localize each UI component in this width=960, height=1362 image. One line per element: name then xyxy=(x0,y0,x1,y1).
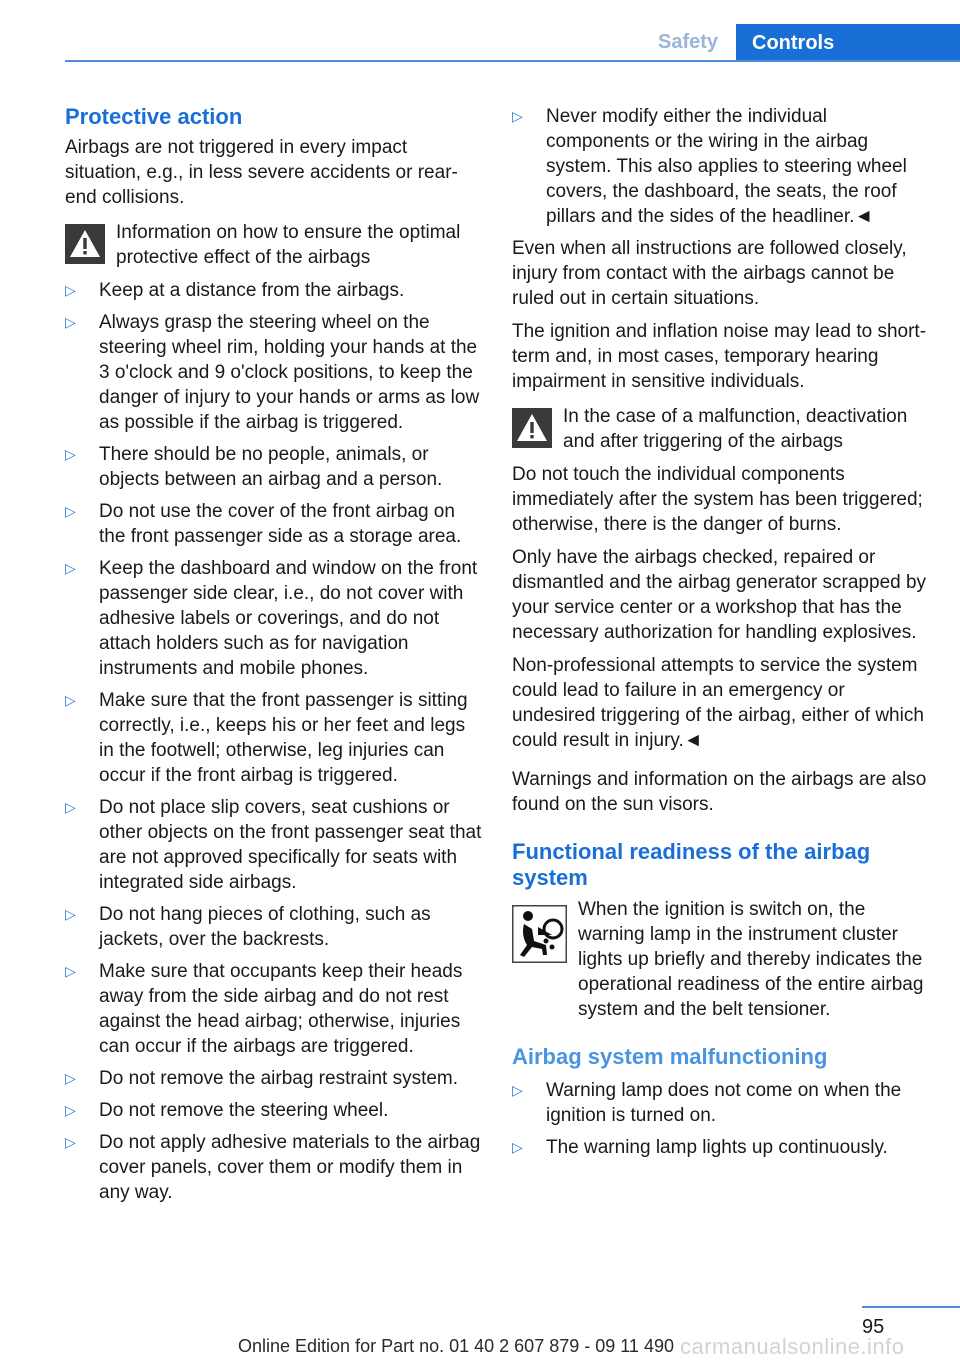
section-title-protective-action: Protective action xyxy=(65,104,243,129)
paragraph: Only have the airbags checked, repaired or dismantled and the airbag generator scrapped by your service center or a workshop that has the necessary authorization for handling explosives. xyxy=(512,547,927,643)
list-item xyxy=(65,1130,485,1205)
list-item xyxy=(65,278,485,303)
list-item xyxy=(65,442,485,492)
list-item xyxy=(65,688,485,788)
list-item-text: Keep at a distance from the airbags. xyxy=(99,280,405,301)
right-column xyxy=(512,104,932,1167)
bullet-triangle-icon: ▷ xyxy=(65,906,76,922)
bullet-triangle-icon: ▷ xyxy=(512,1082,523,1098)
list-item-text: Always grasp the steering wheel on the steering wheel rim, holding your hands at the 3 o'clock and 9 o'clock positions, to keep the danger of injury to your hands or arms as low as possible if the airbag is triggered. xyxy=(99,312,480,433)
list-item xyxy=(65,499,485,549)
page-number: 95 xyxy=(862,1316,885,1338)
bullet-triangle-icon: ▷ xyxy=(65,1070,76,1086)
list-item-text: Make sure that the front passenger is sitting correctly, i.e., keeps his or her feet and legs in the footwell; otherwise, leg injuries can occur if the front airbag is triggered. xyxy=(99,690,468,786)
list-item-text: Do not use the cover of the front airbag on the front passenger side as a storage area. xyxy=(99,501,462,547)
safety-bullet-list xyxy=(65,278,485,1205)
list-item-text: Warning lamp does not come on when the ignition is turned on. xyxy=(546,1080,902,1126)
watermark: carmanualsonline.info xyxy=(680,1334,905,1359)
list-item-text: Do not hang pieces of clothing, such as jackets, over the backrests. xyxy=(99,904,431,950)
notice-text: Information on how to ensure the optimal protective effect of the airbags xyxy=(116,222,461,268)
bullet-triangle-icon: ▷ xyxy=(65,1102,76,1118)
bullet-triangle-icon: ▷ xyxy=(512,108,523,124)
warning-triangle-icon xyxy=(512,408,552,448)
intro-paragraph: Airbags are not triggered in every impact situation, e.g., in less severe accidents or rear-end collisions. xyxy=(65,137,458,208)
section-title-functional-readiness: Functional readiness of the airbag system xyxy=(512,839,871,890)
list-item-text: Keep the dashboard and window on the front passenger side clear, i.e., do not cover with adhesive labels or coverings, and do not attach holders such as for navigation instruments and mobile phones. xyxy=(99,558,478,679)
bullet-triangle-icon: ▷ xyxy=(65,503,76,519)
tab-controls[interactable]: Controls xyxy=(736,24,960,62)
functional-readiness-block xyxy=(512,897,932,1022)
list-item-text: Do not apply adhesive materials to the airbag cover panels, cover them or modify them in any way. xyxy=(99,1132,481,1203)
bullet-triangle-icon: ▷ xyxy=(65,799,76,815)
list-item-text: The warning lamp lights up continuously. xyxy=(546,1137,888,1158)
section-title-airbag-malfunction: Airbag system malfunctioning xyxy=(512,1044,828,1069)
edition-footer: Online Edition for Part no. 01 40 2 607 879 - 09 11 490 xyxy=(238,1336,674,1356)
bullet-triangle-icon: ▷ xyxy=(65,560,76,576)
tab-safety[interactable]: Safety xyxy=(657,30,719,53)
paragraph: Even when all instructions are followed closely, injury from contact with the airbags cannot be ruled out in certain situations. xyxy=(512,238,907,309)
list-item xyxy=(512,1078,932,1128)
list-item xyxy=(512,1135,932,1160)
malfunction-bullet-list xyxy=(512,1078,932,1160)
list-item-text: Do not remove the airbag restraint system. xyxy=(99,1068,459,1089)
paragraph: Warnings and information on the airbags are also found on the sun visors. xyxy=(512,769,927,815)
list-item-text: Do not place slip covers, seat cushions or other objects on the front passenger seat that are not approved specifically for seats with integrated side airbags. xyxy=(99,797,482,893)
bullet-triangle-icon: ▷ xyxy=(65,692,76,708)
bullet-triangle-icon: ▷ xyxy=(65,314,76,330)
bullet-triangle-icon: ▷ xyxy=(65,1134,76,1150)
list-item xyxy=(65,1066,485,1091)
list-item xyxy=(65,902,485,952)
paragraph: The ignition and inflation noise may lead to short-term and, in most cases, temporary hearing impairment in sensitive individuals. xyxy=(512,321,927,392)
paragraph: Non-professional attempts to service the system could lead to failure in an emergency or undesired triggering of the airbag, either of which could result in injury.◄ xyxy=(512,655,924,751)
list-item-text: Do not remove the steering wheel. xyxy=(99,1100,389,1121)
warning-triangle-icon xyxy=(65,224,105,264)
list-item xyxy=(512,104,932,229)
bullet-triangle-icon: ▷ xyxy=(65,282,76,298)
list-item-text: Make sure that occupants keep their heads away from the side airbag and do not rest against the head airbag; otherwise, injuries can occur if the airbags are triggered. xyxy=(99,961,463,1057)
paragraph: Do not touch the individual components immediately after the system has been triggered; otherwise, there is the danger of burns. xyxy=(512,464,923,535)
left-column xyxy=(65,100,485,1212)
list-item xyxy=(65,556,485,681)
bullet-triangle-icon: ▷ xyxy=(512,1139,523,1155)
modify-bullet-list xyxy=(512,104,932,229)
list-item xyxy=(65,1098,485,1123)
airbag-warning-lamp-icon xyxy=(512,905,567,963)
footer-rule xyxy=(862,1306,960,1308)
functional-readiness-text: When the ignition is switch on, the warning lamp in the instrument cluster lights up briefly and thereby indicates the operational readiness of the entire airbag system and the belt tensioner. xyxy=(578,899,924,1020)
list-item-text: Never modify either the individual components or the wiring in the airbag system. This also applies to steering wheel covers, the dashboard, the seats, the roof pillars and the sides of the headliner.◄ xyxy=(546,106,907,227)
warning-notice xyxy=(512,404,932,454)
list-item xyxy=(65,310,485,435)
list-item xyxy=(65,795,485,895)
notice-text: In the case of a malfunction, deactivation and after triggering of the airbags xyxy=(563,406,908,452)
warning-notice xyxy=(65,220,485,270)
bullet-triangle-icon: ▷ xyxy=(65,446,76,462)
list-item-text: There should be no people, animals, or objects between an airbag and a person. xyxy=(99,444,443,490)
bullet-triangle-icon: ▷ xyxy=(65,963,76,979)
list-item xyxy=(65,959,485,1059)
header-rule xyxy=(65,60,960,62)
